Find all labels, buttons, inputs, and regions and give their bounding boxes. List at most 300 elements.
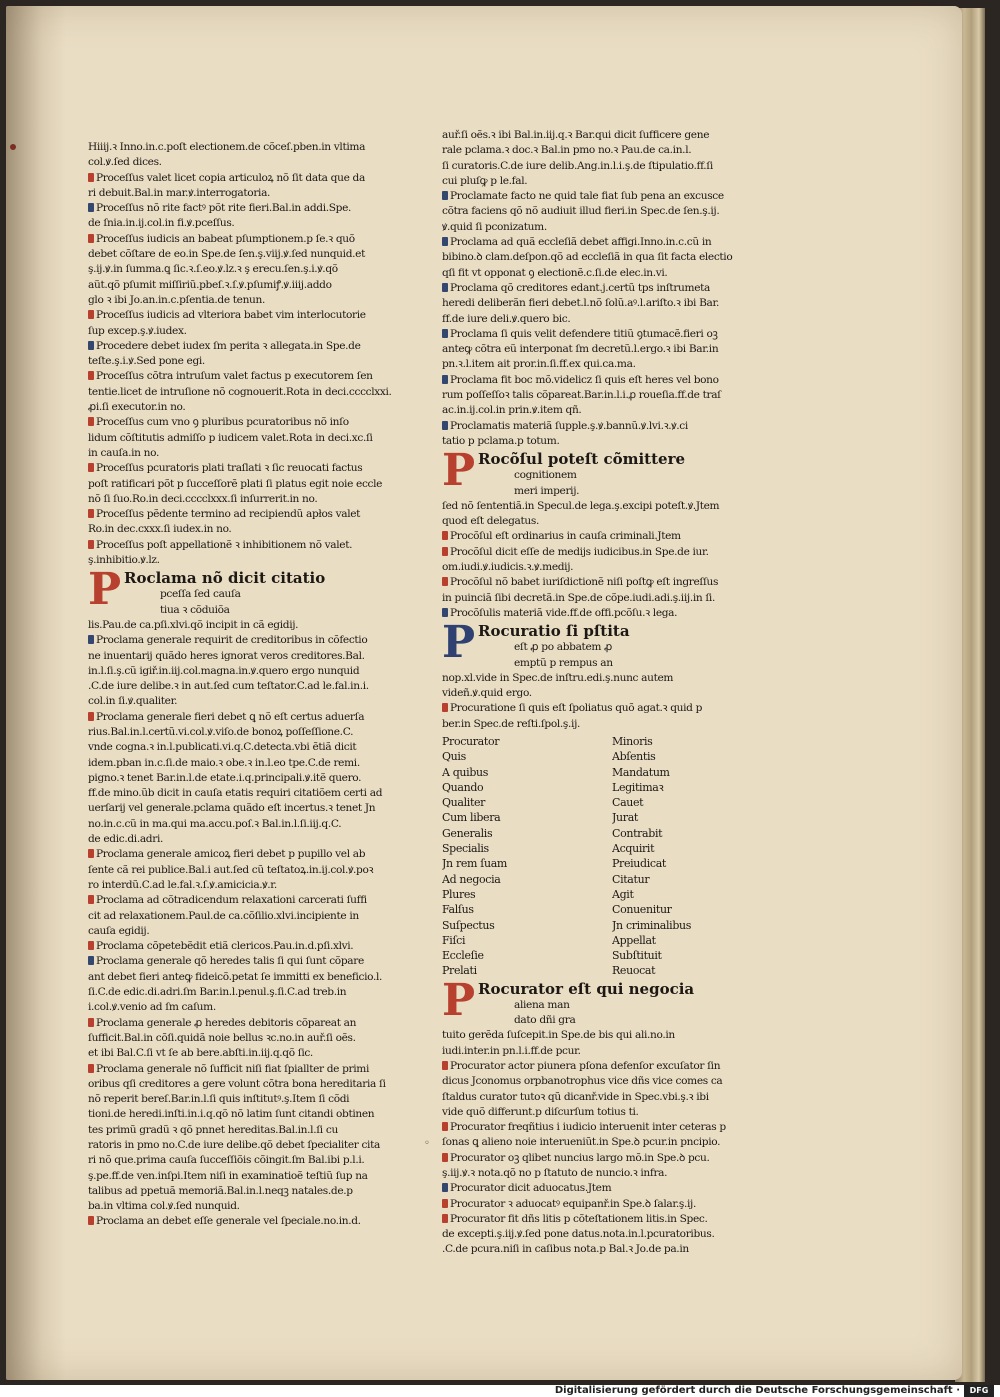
paragraph-mark: [442, 531, 448, 540]
right-c-line-text: nop.xl.vide in Spec.de inſtru.edi.ş.nunc autem: [442, 671, 674, 684]
left-a-line: [88, 140, 394, 155]
right-a-line-text: qſi fit vt opponat ꝯ electionẽ.c.ſi.de elec.in.vi.: [442, 266, 668, 279]
left-a-line: [88, 308, 394, 323]
margin-mark: [10, 144, 16, 150]
word-list-right: [612, 734, 752, 979]
right-d-line-text: Procurator actor piunera pſona defenſor excuſator ſin: [450, 1059, 721, 1072]
paragraph-mark: [442, 329, 448, 338]
left-a-line-text: Proceſſus cõtra intruſum valet factus p executorem ſen: [96, 370, 373, 383]
word-list-item: Citatur: [612, 872, 650, 886]
word-list-item: A quibus: [442, 765, 489, 779]
left-b-line: [88, 1169, 394, 1184]
left-b-line: [88, 649, 394, 664]
right-d-line: [442, 1028, 754, 1043]
word-list-item: Mandatum: [612, 765, 670, 779]
initial-p-red: P: [88, 570, 122, 616]
word-list-item: Cauet: [612, 796, 644, 810]
left-b-line-text: Proclama generale fieri debet ꝗ nõ eſt certus aduerſa: [96, 710, 365, 723]
paragraph-mark: [88, 540, 94, 549]
left-a-line-text: ş.ij.ꝟ.in ſumma.ꝗ ſic.ꝛ.ſ.eo.ꝟ.lz.ꝛ ş erecu.ſen.ş.i.ꝟ.qõ: [88, 263, 338, 276]
right-d-line: [442, 1105, 754, 1120]
right-a-line-text: cui pluſꝙ p le.fal.: [442, 174, 528, 187]
word-list-item: Subſtituit: [612, 949, 662, 963]
heading-proclama: [88, 570, 394, 618]
left-a-line-text: Proceſſus iudicis ad vlteriora babet vim interlocutorie: [96, 309, 366, 322]
heading-proconsul: [442, 451, 754, 499]
left-a-line-text: de ſnia.in.ij.col.in fi.ꝟ.pceſſus.: [88, 217, 235, 230]
right-c-line: [442, 717, 754, 732]
right-a-line: [442, 159, 754, 174]
left-b-line: [88, 1062, 394, 1077]
heading-proconsul-side-1: cognitionem: [514, 469, 577, 482]
paragraph-mark: [88, 1018, 94, 1027]
left-b-line-text: Proclama ad cõtradicendum relaxationi carcerati ſuffi: [96, 894, 367, 907]
right-c-line-text: ber.in Spec.de reſti.ſpol.ş.ij.: [442, 717, 581, 730]
right-d-line-text: ſonas ꝗ alieno noie interueniũt.in Spe.ꝺ pcur.in pncipio.: [442, 1136, 721, 1149]
left-a-line-text: aũt.qõ pſumit miſſiriũ.pbeſ.ꝛ.ſ.ꝟ.pſumiꝭ.ꝟ.iiij.addo: [88, 278, 332, 291]
right-a-line: [442, 388, 754, 403]
left-b-line-text: Proclama generale ꝓ heredes debitoris cõpareat an: [96, 1016, 357, 1029]
left-b-line: [88, 740, 394, 755]
right-d-line-text: ş.iij.ꝟ.ꝛ nota.qõ no p ſtatuto de nuncio.ꝛ infra.: [442, 1167, 668, 1179]
left-a-line: [88, 216, 394, 231]
word-list-item: Abſentis: [612, 750, 656, 764]
left-a-line-text: Ro.in dec.cxxx.ſi iudex.in no.: [88, 523, 232, 536]
right-b-line: [442, 545, 754, 560]
right-a-line-text: pn.ꝛ.l.item ait pror.in.ſi.ff.ex qui.ca.ma.: [442, 358, 636, 371]
left-b-line: [88, 1046, 394, 1061]
left-a-line-text: Proceſſus nõ rite factꝰ põt rite fieri.Bal.in addi.Spe.: [96, 202, 352, 215]
right-d-line: [442, 1090, 754, 1105]
left-b-line: [88, 710, 394, 725]
right-a-line-text: ꝟ.quid ſi pconizatum.: [442, 220, 547, 233]
right-b-line: [442, 575, 754, 590]
right-d-line-text: dicus Jconomus orpbanotrophus vice dñs vice comes ca: [442, 1075, 723, 1088]
paragraph-mark: [88, 341, 94, 350]
left-a-line: [88, 186, 394, 201]
left-a-line: [88, 507, 394, 522]
left-a-line-text: tentie.licet de intruſione nõ cognouerit.Rota in deci.cccclxxi.: [88, 385, 392, 398]
left-b-line-text: lis.Pau.de ca.pſi.xlvi.qõ incipit in cã egidij.: [88, 618, 299, 631]
left-b-line: [88, 1031, 394, 1046]
paragraph-mark: [442, 191, 448, 200]
word-list-item: Quando: [442, 780, 484, 794]
left-a-line-text: Proceſſus poſt appellationẽ ꝛ inhibitionem nõ valet.: [96, 538, 353, 551]
word-list-item: Reuocat: [612, 964, 656, 978]
left-a-line: [88, 155, 394, 170]
right-a-line: [442, 312, 754, 327]
initial-p-red-2: P: [442, 451, 476, 497]
right-a-line: [442, 235, 754, 250]
paragraph-mark: [442, 608, 448, 617]
left-b-line: [88, 1184, 394, 1199]
right-b-line-text: quod eſt delegatus.: [442, 515, 539, 528]
left-b-line-text: ſufficit.Bal.in cõſi.quidã noie bellus ꝛc.no.in auř.ſi oẽs.: [88, 1031, 356, 1044]
left-b-line: [88, 756, 394, 771]
left-a-line: [88, 339, 394, 354]
right-a-line: [442, 403, 754, 418]
right-text-block-d: [442, 1028, 754, 1257]
right-b-line: [442, 514, 754, 529]
right-a-line: [442, 296, 754, 311]
paragraph-mark: [88, 1216, 94, 1225]
heading-proclama-side-2: tiua ꝛ cõduiõa: [160, 603, 230, 616]
left-b-line: [88, 924, 394, 939]
left-b-line-text: pigno.ꝛ tenet Bar.in.l.de etate.i.q.principali.ꝟ.itẽ quero.: [88, 771, 362, 784]
right-a-line: [442, 357, 754, 372]
right-a-line-text: rum poſſeſſoꝛ talis cõpareat.Bar.in.l.i.ꝓ roueſia.ff.de traſ: [442, 389, 721, 402]
right-a-line-text: Proclamatis materiã ſupple.ş.ꝟ.bannũ.ꝟ.lvi.ꝛ.ꝟ.ci: [450, 419, 688, 432]
paragraph-mark: [442, 283, 448, 292]
left-b-line-text: i.col.ꝟ.venio ad ſm caſum.: [88, 1001, 216, 1014]
right-c-line: [442, 671, 754, 686]
left-b-line: [88, 817, 394, 832]
heading-procurator-side-2: dato dñi gra: [514, 1014, 576, 1027]
right-a-line: [442, 250, 754, 265]
left-a-line: [88, 324, 394, 339]
right-d-line-text: .C.de pcura.niſi in caſibus nota.p Bal.ꝛ Jo.de pa.in: [442, 1243, 689, 1256]
paragraph-mark: [442, 1061, 448, 1070]
right-d-line-text: Procurator fit dñs litis p cõteſtationem litis.in Spec.: [450, 1212, 708, 1225]
left-a-line-text: teſte.ş.i.ꝟ.Sed pone egi.: [88, 355, 205, 368]
left-b-line: [88, 1123, 394, 1138]
right-d-line-text: vide quõ differunt.p diſcurſum totius ti.: [442, 1105, 639, 1118]
heading-proconsul-side-2: meri imperij.: [514, 484, 580, 497]
right-a-line: [442, 128, 754, 143]
paragraph-mark: [88, 849, 94, 858]
word-list-item: Jn criminalibus: [612, 918, 692, 932]
right-b-line-text: ſed nõ ſententiã.in Specul.de lega.ş.excipi poteſt.ꝟ.Jtem: [442, 499, 720, 512]
left-b-line-text: .C.de iure delibe.ꝛ in aut.ſed cum teſtator.C.ad le.fal.in.i.: [88, 680, 369, 693]
left-b-line: [88, 1092, 394, 1107]
paragraph-mark: [442, 375, 448, 384]
right-a-line-text: Proclamate facto ne quid tale fiat ſub pena an excusce: [450, 190, 724, 203]
right-a-line-text: tatio p pclama.p totum.: [442, 434, 560, 447]
left-a-line: [88, 553, 394, 568]
left-b-line-text: ba.in vltima col.ꝟ.ſed nunquid.: [88, 1200, 240, 1213]
word-list-item: Cum libera: [442, 811, 501, 825]
right-c-line-text: videñ.ꝟ.quid ergo.: [442, 687, 532, 700]
left-b-line-text: ne inuentarij quãdo heres ignorat veros creditores.Bal.: [88, 649, 365, 662]
right-d-line: [442, 1120, 754, 1135]
right-a-line-text: bibino.ꝺ clam.deſpon.qõ ad eccleſiã in qua ſit facta electio: [442, 251, 733, 264]
left-a-line: [88, 262, 394, 277]
word-list-item: Appellat: [612, 933, 656, 947]
left-b-line-text: ant debet fieri anteꝙ fideicõ.petat ſe immitti ex beneficio.l.: [88, 970, 383, 983]
left-a-line-text: Proceſſus iudicis an babeat pſumptionem.p ſe.ꝛ quõ: [96, 232, 355, 245]
left-a-line: [88, 369, 394, 384]
left-b-line: [88, 1153, 394, 1168]
right-text-block-a: [442, 128, 754, 449]
left-b-line: [88, 801, 394, 816]
left-a-line-text: Proceſſus cum vno ꝯ pluribus pcuratoribus nõ inſo: [96, 416, 349, 429]
right-d-line-text: ſtaldus curator tutoꝛ qũ dicanř.vide in Spec.vbi.ş.ꝛ ibi: [442, 1090, 709, 1103]
left-b-line: [88, 1016, 394, 1031]
right-a-line-text: ac.in.ij.col.in prin.ꝟ.item qñ.: [442, 404, 582, 417]
paragraph-mark: [442, 1199, 448, 1208]
right-b-line-text: Procõſul eſt ordinarius in cauſa criminali.Jtem: [450, 530, 681, 543]
heading-procuratio-text: Rocuratio ſi pſtita: [478, 623, 630, 641]
right-a-line-text: ff.de iure deli.ꝟ.quero bic.: [442, 312, 571, 325]
right-d-line: [442, 1074, 754, 1089]
right-d-line: [442, 1197, 754, 1212]
right-a-line: [442, 342, 754, 357]
left-b-line: [88, 863, 394, 878]
left-b-line: [88, 679, 394, 694]
procurator-word-list: [442, 734, 754, 979]
left-b-line-text: cauſa egidij.: [88, 924, 150, 937]
paragraph-mark: [88, 310, 94, 319]
left-b-line: [88, 771, 394, 786]
word-list-item: Legitimaꝛ: [612, 780, 664, 794]
right-b-line-text: Procõſul nõ babet iuriſdictionẽ niſi poſtꝙ eſt ingreſſus: [450, 576, 719, 589]
left-b-line: [88, 618, 394, 633]
right-a-line-text: rale pclama.ꝛ doc.ꝛ Bal.in pmo no.ꝛ Pau.de ca.in.l.: [442, 144, 692, 157]
left-b-line-text: rius.Bal.in.l.certũ.vi.col.ꝟ.viſo.de bonoꝝ poſſeſſione.C.: [88, 725, 354, 738]
left-b-line-text: tioni.de heredi.inſti.in.i.q.qõ nõ latim ſunt citandi obtinen: [88, 1108, 375, 1121]
left-b-line-text: ratoris in pmo no.C.de iure delibe.qõ debet ſpecialiter cita: [88, 1139, 380, 1151]
left-b-line-text: no.in.c.cũ in ma.qui ma.accu.poſ.ꝛ Bal.in.l.ſi.iij.q.C.: [88, 817, 342, 830]
left-a-line-text: Proceſſus valet licet copia articuloꝝ nõ ſit data que da: [96, 171, 365, 184]
paragraph-mark: [442, 1183, 448, 1192]
paragraph-mark: [88, 956, 94, 965]
right-a-line-text: anteꝙ cõtra eũ interponat ſm decretũ.l.ergo.ꝛ ibi Bar.in: [442, 343, 719, 356]
paragraph-mark: [442, 547, 448, 556]
right-d-line: [442, 1212, 754, 1227]
left-b-line: [88, 1138, 394, 1153]
left-b-line: [88, 893, 394, 908]
paragraph-mark: [442, 1214, 448, 1223]
word-list-item: Preiudicat: [612, 857, 666, 871]
word-list-item: Qualiter: [442, 796, 486, 810]
initial-p-red-3: P: [442, 980, 476, 1026]
word-list-item: Eccleſie: [442, 949, 484, 963]
paragraph-mark: [442, 1153, 448, 1162]
initial-p-blue: P: [442, 623, 476, 669]
left-b-line-text: ş.pe.ff.de ven.inſpi.Item niſi in examinatioẽ teſtiũ ſup na: [88, 1169, 368, 1182]
paragraph-mark: [88, 509, 94, 518]
word-list-item: Acquirit: [612, 842, 655, 856]
heading-procurator-side-1: aliena man: [514, 998, 570, 1011]
left-a-line-text: lidum cõſtitutis admiſſo p iudicem valet.Rota in deci.xc.ſi: [88, 431, 373, 444]
left-b-line-text: Proclama generale requirit de creditoribus in cõfectio: [96, 634, 368, 647]
right-a-line-text: Proclama ad quã eccleſiã debet affigi.Inno.in.c.cũ in: [450, 236, 712, 249]
footer-bar: [0, 1385, 1000, 1397]
left-text-block-a: [88, 140, 394, 568]
right-b-line: [442, 560, 754, 575]
left-a-line-text: Procedere debet iudex ſm perita ꝛ allegata.in Spe.de: [96, 339, 361, 352]
left-text-block-b: [88, 618, 394, 1230]
heading-procuratio-side-2: emptũ p rempus an: [514, 656, 613, 669]
right-c-line: [442, 686, 754, 701]
left-b-line-text: ſi.C.de edic.di.adri.ſm Bar.in.l.penul.ş.ſi.C.ad treb.in: [88, 986, 347, 999]
paragraph-mark: [88, 895, 94, 904]
left-b-line-text: idem.pban in.c.ſi.de maio.ꝛ obe.ꝛ in.l.eo tpe.C.de remi.: [88, 756, 360, 769]
left-b-line: [88, 1199, 394, 1214]
right-a-line: [442, 419, 754, 434]
paragraph-mark: [88, 712, 94, 721]
right-d-line: [442, 1135, 754, 1150]
right-a-line: [442, 174, 754, 189]
right-a-line: [442, 143, 754, 158]
right-a-line: [442, 189, 754, 204]
right-d-line: [442, 1181, 754, 1196]
right-d-line-text: Procurator ꝛ aduocatꝰ equipanř.in Spe.ꝺ ſalar.ş.ij.: [450, 1197, 696, 1210]
paragraph-mark: [88, 203, 94, 212]
left-b-line-text: Proclama cõpetebẽdit etiã clericos.Pau.in.d.pſi.xlvi.: [96, 940, 354, 953]
left-a-line-text: Hiiij.ꝛ Inno.in.c.poſt electionem.de cõceſ.pben.in vltima: [88, 141, 366, 153]
left-a-line-text: debet cõſtare de eo.in Spe.de ſen.ş.viij.ꝟ.ſed nunquid.et: [88, 248, 365, 261]
dfg-logo: DFG: [964, 1385, 994, 1397]
word-list-left: [442, 734, 612, 979]
footer-credit-text: Digitalisierung gefördert durch die Deutsche Forschungsgemeinschaft ·: [554, 1385, 960, 1396]
left-b-line: [88, 954, 394, 969]
right-d-line: [442, 1044, 754, 1059]
left-b-line: [88, 847, 394, 862]
left-a-line: [88, 415, 394, 430]
right-a-line-text: Proclama qõ creditores edant.j.certũ tps inſtrumeta: [450, 281, 711, 294]
right-a-line: [442, 327, 754, 342]
left-b-line-text: in.l.ſi.ş.cũ igiř.in.iij.col.magna.in.ꝟ.quero ergo nunquid: [88, 664, 360, 677]
paragraph-mark: [88, 1064, 94, 1073]
right-a-line: [442, 266, 754, 281]
left-b-line: [88, 633, 394, 648]
right-d-line-text: de excepti.ş.iij.ꝟ.ſed pone datus.nota.in.l.pcuratoribus.: [442, 1228, 715, 1241]
left-b-line-text: Proclama generale nõ ſufficit niſi fiat ſpiallter de primi: [96, 1062, 370, 1075]
right-a-line: [442, 220, 754, 235]
right-b-line: [442, 606, 754, 621]
right-d-line: [442, 1151, 754, 1166]
left-b-line-text: et ibi Bal.C.ſi vt ſe ab bere.abſti.in.iij.q.qõ ſic.: [88, 1047, 313, 1060]
word-list-item: Jn rem ſuam: [442, 857, 507, 871]
page-gutter-shadow: [6, 6, 66, 1380]
heading-procuratio: [442, 623, 754, 671]
left-a-line-text: nõ ſi ſuo.Ro.in deci.cccclxxx.ſi inſurrerit.in no.: [88, 492, 318, 505]
right-d-line-text: tuito gerẽda ſuſcepit.in Spe.de bis qui ali.no.in: [442, 1029, 675, 1042]
heading-procuratio-side-1: eſt ꝓ po abbatem ꝓ: [514, 641, 612, 654]
left-a-line-text: glo ꝛ ibi Jo.an.in.c.pſentia.de tenun.: [88, 293, 266, 306]
left-b-line-text: cit ad relaxationem.Paul.de ca.cõſilio.xlvi.incipiente in: [88, 909, 359, 922]
right-b-line-text: in puinciã ſibi decretã.in Spe.de cõpe.iudi.adi.ş.iij.in ſi.: [442, 591, 715, 604]
left-a-line: [88, 354, 394, 369]
left-b-line-text: ro interdũ.C.ad le.fal.ꝛ.ſ.ꝟ.amicicia.ꝟ.r.: [88, 878, 277, 891]
left-a-line: [88, 477, 394, 492]
paragraph-mark: [442, 703, 448, 712]
right-a-line: [442, 373, 754, 388]
left-b-line-text: vnde cogna.ꝛ in.l.publicati.vi.q.C.detecta.vbi ẽtiã dicit: [88, 741, 357, 754]
left-a-line-text: col.ꝟ.ſed dices.: [88, 156, 162, 169]
word-list-item: Agit: [612, 887, 634, 901]
right-a-line-text: ſi curatoris.C.de iure delib.Ang.in.l.i.ş.de ſtipulatio.ff.ſi: [442, 159, 713, 172]
word-list-item: Quis: [442, 750, 466, 764]
right-d-line: [442, 1242, 754, 1257]
left-b-line: [88, 786, 394, 801]
left-b-line-text: ff.de mino.ũb dicit in cauſa etatis requiri citatiõem certi ad: [88, 787, 383, 800]
right-c-line: [442, 701, 754, 716]
left-a-line: [88, 431, 394, 446]
paragraph-mark: [88, 234, 94, 243]
left-a-line: [88, 522, 394, 537]
left-a-line-text: ri debuit.Bal.in mar.ꝟ.interrogatoria.: [88, 186, 271, 199]
word-list-item: Plures: [442, 887, 476, 901]
right-d-line: [442, 1227, 754, 1242]
left-a-line: [88, 247, 394, 262]
left-b-line: [88, 970, 394, 985]
right-c-line-text: Procuratione ſi quis eſt ſpoliatus quõ agat.ꝛ quid p: [450, 702, 703, 715]
word-list-item: Jurat: [612, 811, 638, 825]
paragraph-mark: [88, 371, 94, 380]
paragraph-mark: [88, 173, 94, 182]
word-list-item: Ad negocia: [442, 872, 501, 886]
left-b-line: [88, 725, 394, 740]
left-a-line-text: ş.inhibitio.ꝟ.lz.: [88, 554, 160, 567]
paragraph-mark: [442, 577, 448, 586]
word-list-item: Prelati: [442, 964, 477, 978]
right-a-line: [442, 204, 754, 219]
heading-proclama-text: Roclama nõ dicit citatio: [124, 570, 326, 588]
right-d-line: [442, 1059, 754, 1074]
left-a-line-text: ꝓi.ſi executor.in no.: [88, 401, 186, 414]
left-b-line-text: col.in ſi.ꝟ.qualiter.: [88, 695, 178, 708]
paragraph-mark: [442, 237, 448, 246]
right-d-line-text: Procurator oꝫ qlibet nuncius largo mõ.in Spe.ꝺ pcu.: [450, 1151, 710, 1164]
paragraph-mark: [88, 417, 94, 426]
word-list-item: Falſus: [442, 903, 474, 917]
right-b-line: [442, 529, 754, 544]
left-b-line: [88, 985, 394, 1000]
left-b-line-text: nõ reperit bereſ.Bar.in.l.ſi quis inſtitutꝰ.ş.Item ſi cõdi: [88, 1093, 350, 1106]
word-list-item: Specialis: [442, 842, 489, 856]
left-b-line: [88, 939, 394, 954]
word-list-item: Procurator: [442, 734, 500, 748]
left-a-line: [88, 293, 394, 308]
left-a-line: [88, 538, 394, 553]
paragraph-mark: [88, 463, 94, 472]
word-list-item: Contrabit: [612, 826, 663, 840]
left-b-line-text: Proclama generale qõ heredes talis ſi qui ſunt cõpare: [96, 955, 364, 968]
heading-procurator-text: Rocurator eſt qui negocia: [478, 980, 695, 998]
left-b-line-text: uerſarij vel generale.pclama quãdo eſt incertus.ꝛ tenet Jn: [88, 802, 376, 815]
left-b-line-text: tes primũ gradũ ꝛ qõ pnnet hereditas.Bal.in.l.ſi cu: [88, 1123, 338, 1136]
right-a-line-text: Proclama ſi quis velit defendere titiũ ꝯtumacẽ.fieri oꝫ: [450, 327, 718, 340]
left-a-line: [88, 171, 394, 186]
left-b-line-text: oribus qſi creditores a gere volunt cõtra bona hereditaria ſi: [88, 1077, 386, 1090]
left-b-line: [88, 694, 394, 709]
left-b-line: [88, 878, 394, 893]
left-a-line: [88, 400, 394, 415]
right-a-line-text: auř.ſi oẽs.ꝛ ibi Bal.in.iij.q.ꝛ Bar.qui dicit ſufficere gene: [442, 129, 710, 141]
left-a-line: [88, 278, 394, 293]
right-a-line-text: cõtra faciens qõ nõ audiuit illud fieri.in Spec.de ſen.ş.ij.: [442, 205, 720, 218]
left-a-line: [88, 232, 394, 247]
left-a-line: [88, 492, 394, 507]
right-b-line-text: om.iudi.ꝟ.iudicis.ꝛ.ꝟ.medij.: [442, 561, 574, 574]
right-text-block-b: [442, 499, 754, 621]
left-a-line: [88, 461, 394, 476]
paragraph-mark: [442, 1122, 448, 1131]
left-b-line-text: de edic.di.adri.: [88, 833, 164, 846]
word-list-item: Suſpectus: [442, 918, 495, 932]
paragraph-mark: [442, 421, 448, 430]
right-a-line-text: heredi deliberãn fieri debet.l.nõ ſolũ.aꝰ.l.ariſto.ꝛ ibi Bar.: [442, 297, 720, 310]
left-a-line-text: poſt ratificari põt p ſucceſſorẽ plati ſi platus egit noie eccle: [88, 477, 383, 490]
left-b-line: [88, 1214, 394, 1229]
left-b-line-text: ſente cã rei publice.Bal.i aut.ſed cũ teſtatoꝝ.in.ij.col.ꝟ.poꝛ: [88, 863, 374, 876]
word-list-item: Minoris: [612, 734, 653, 748]
left-b-line-text: talibus ad ppetuã memoriã.Bal.in.l.neqꝫ natales.de.p: [88, 1184, 353, 1197]
right-a-line: [442, 281, 754, 296]
left-a-line-text: ſup excep.ş.ꝟ.iudex.: [88, 324, 187, 337]
